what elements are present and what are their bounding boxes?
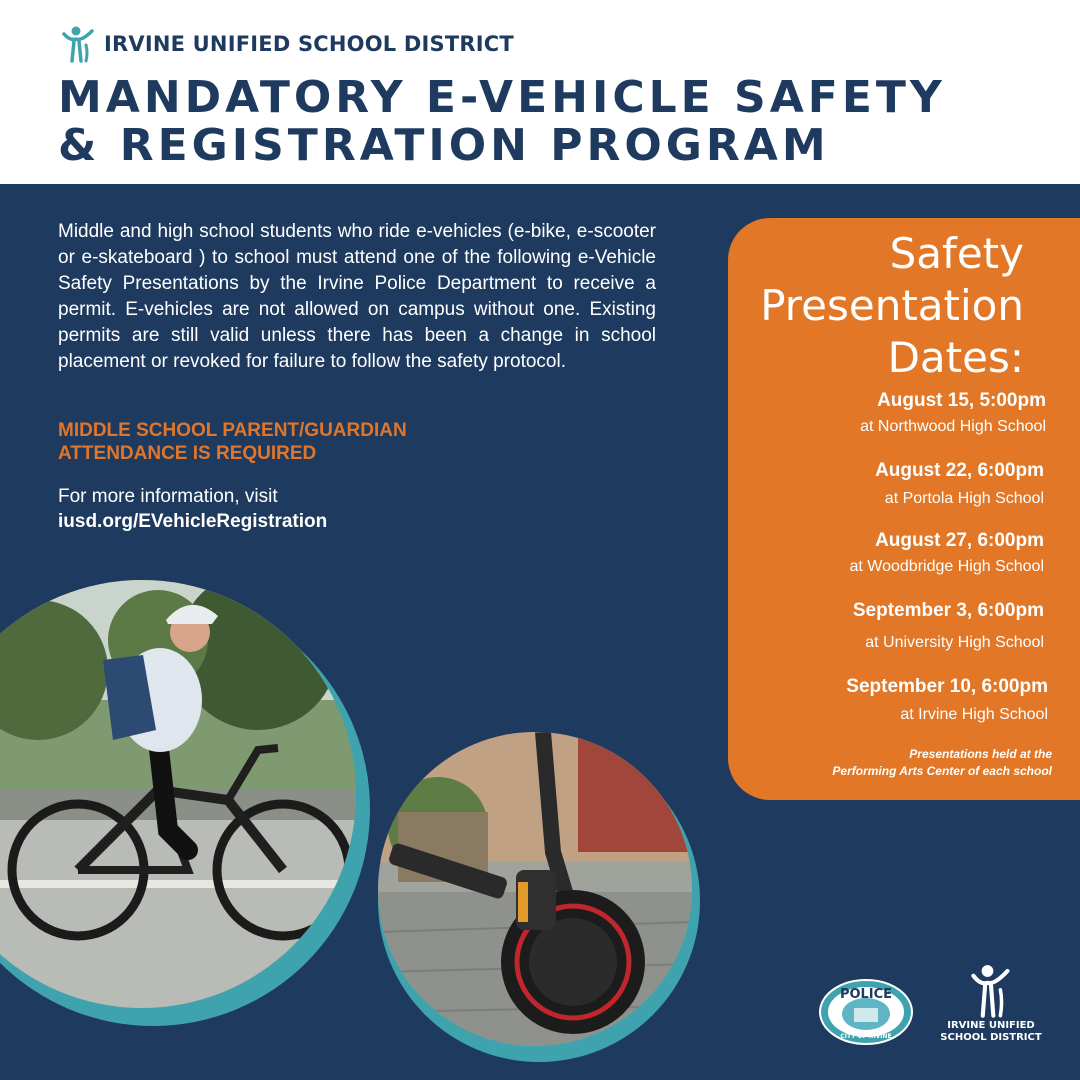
more-info bbox=[58, 484, 558, 534]
police-badge-icon bbox=[818, 978, 914, 1046]
date-entry bbox=[875, 458, 1044, 510]
panel-title bbox=[760, 228, 1024, 384]
venue-text: at University High School bbox=[865, 634, 1044, 651]
iusd-figure-icon bbox=[62, 25, 96, 63]
parent-attendance-notice bbox=[58, 419, 518, 465]
title-line-2: & REGISTRATION PROGRAM bbox=[58, 120, 830, 171]
date-text: September 3, 6:00pm bbox=[852, 600, 1044, 621]
police-city-text: CITY OF IRVINE bbox=[840, 1033, 892, 1040]
date-text: September 10, 6:00pm bbox=[846, 676, 1048, 697]
district-brand bbox=[62, 24, 514, 64]
panel-title-line-1: Safety bbox=[889, 229, 1024, 278]
iusd-footer-line-1: IRVINE UNIFIED bbox=[947, 1020, 1035, 1031]
registration-link[interactable]: iusd.org/EVehicleRegistration bbox=[58, 511, 328, 532]
presentation-note bbox=[732, 746, 1052, 780]
title-line-1: MANDATORY E-VEHICLE SAFETY bbox=[58, 72, 946, 123]
iusd-footer-line-2: SCHOOL DISTRICT bbox=[940, 1032, 1042, 1043]
iusd-footer-logo bbox=[926, 964, 1056, 1044]
more-info-text: For more information, visit bbox=[58, 486, 278, 507]
date-text: August 27, 6:00pm bbox=[875, 530, 1044, 551]
iusd-figure-icon bbox=[971, 964, 1011, 1018]
date-text: August 15, 5:00pm bbox=[877, 390, 1046, 411]
escooter-photo bbox=[378, 732, 692, 1046]
district-name: IRVINE UNIFIED SCHOOL DISTRICT bbox=[104, 32, 514, 56]
panel-title-line-2: Presentation bbox=[760, 281, 1024, 330]
notice-line-2: ATTENDANCE IS REQUIRED bbox=[58, 443, 317, 464]
venue-text: at Northwood High School bbox=[860, 418, 1046, 435]
date-entry bbox=[853, 598, 1044, 654]
date-entry bbox=[846, 674, 1048, 726]
note-line-2: Performing Arts Center of each school bbox=[832, 764, 1052, 778]
date-entry bbox=[850, 528, 1045, 578]
escooter-illustration bbox=[378, 732, 692, 1046]
date-text: August 22, 6:00pm bbox=[875, 460, 1044, 481]
header bbox=[0, 0, 1080, 184]
date-entry bbox=[860, 388, 1046, 438]
panel-title-line-3: Dates: bbox=[887, 333, 1024, 382]
intro-paragraph: Middle and high school students who ride e-vehicles (e-bike, e-scooter or e-skateboard ) to school must attend one of the following e-Vehicle Safety Presentations by the Irvine Police Department to receive a permit. E-vehicles are not allowed on campus without one. Existing permits are still valid unless there has been a change in school placement or revoked for failure to follow the safety protocol. bbox=[58, 221, 656, 372]
venue-text: at Portola High School bbox=[884, 490, 1044, 507]
venue-text: at Woodbridge High School bbox=[849, 558, 1044, 575]
police-badge-text: POLICE bbox=[839, 987, 893, 1002]
venue-text: at Irvine High School bbox=[900, 706, 1048, 723]
page-title bbox=[58, 74, 946, 170]
note-line-1: Presentations held at the bbox=[909, 747, 1052, 761]
notice-line-1: MIDDLE SCHOOL PARENT/GUARDIAN bbox=[58, 420, 407, 441]
